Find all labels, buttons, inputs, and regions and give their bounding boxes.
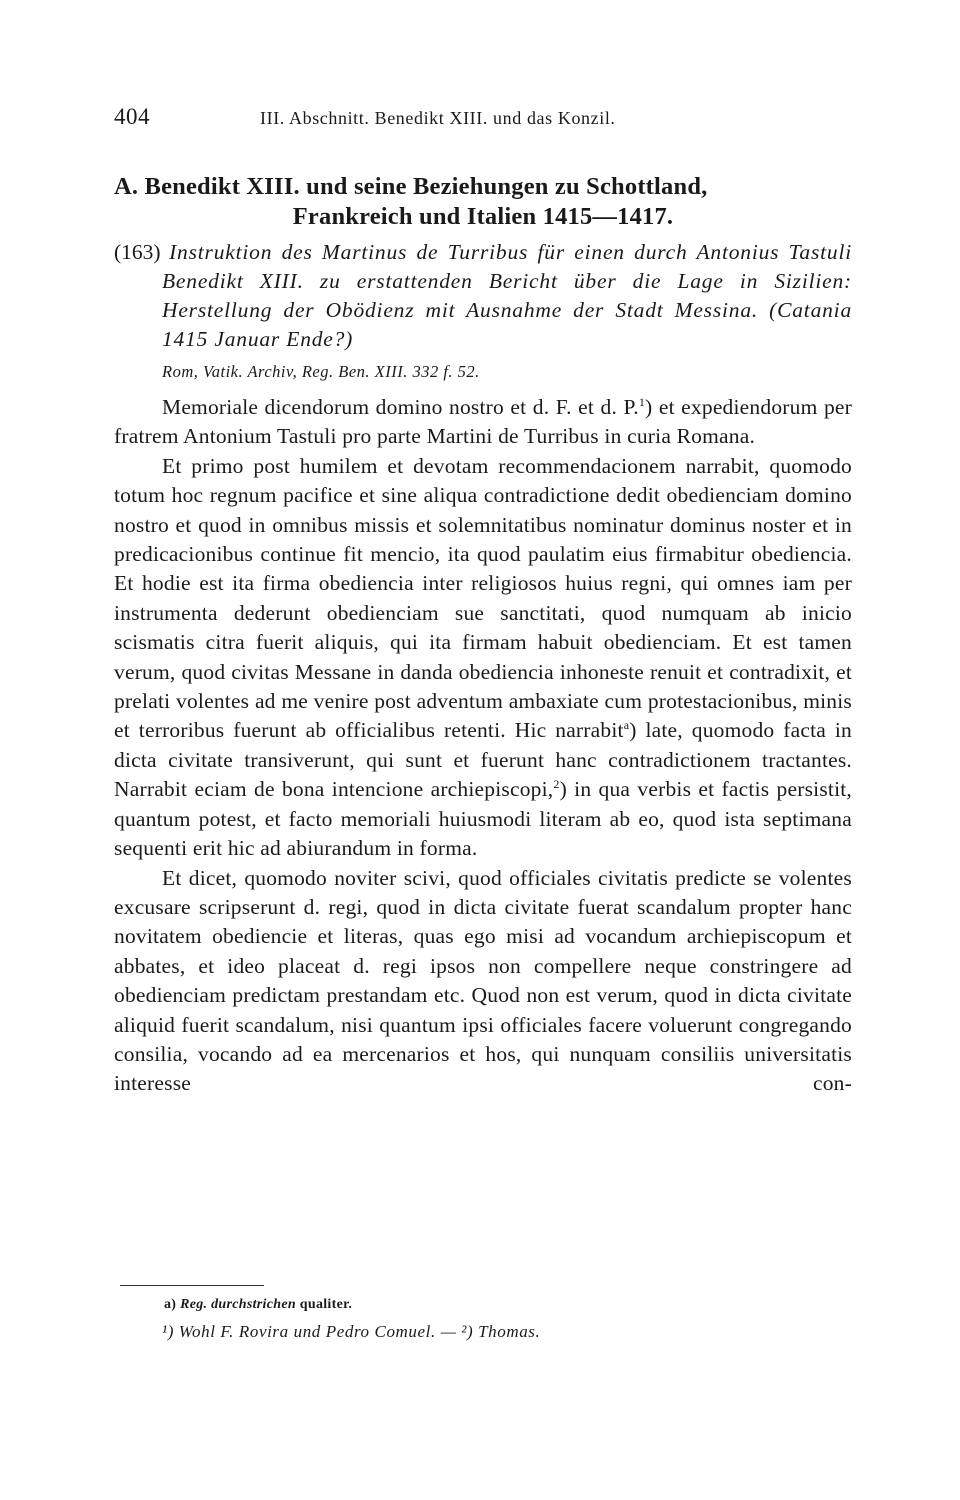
footnote-a-rest: qualiter. [299,1297,353,1312]
footnote-ref-1: 1 [638,394,646,409]
paragraph-1-text-b: ) et expediendorum per fratrem Antonium Tastuli pro parte Martini de Turribus in curia Romana. [114,395,852,449]
footnote-ref-2: 2 [553,777,560,792]
book-page [114,0,852,1500]
section-heading [114,172,852,232]
paragraph-2-text-b: ) late, quomodo facta in dicta civitate transiverunt, qui sunt et fuerunt hanc contradictionem tractantes. Narrabit eciam de bona intencione archiepiscopi, [114,718,852,802]
document-header [114,238,852,354]
footnote-a-italic: Reg. durchstrichen [180,1297,296,1312]
footnote-a-marker: a) [164,1297,177,1312]
running-title: III. Abschnitt. Benedikt XIII. und das Konzil. [260,108,616,128]
document-heading [114,238,852,354]
page-number: 404 [114,104,150,129]
paragraph-2-text-c: ) in qua verbis et factis persistit, quantum potest, et facto memoriali huiusmodi literam ab eo, quod ista septimana sequenti erit hic ad abiurandum in forma. [114,777,852,861]
paragraph-2-text-a: Et primo post humilem et devotam recommendacionem narrabit, quomodo totum hoc regnum pacifice et sine aliqua contradictione dedit obedienciam domino nostro et quod in omnibus missis et solemnitatibus nominatur dominus noster et in predicacionibus continue fit mencio, ita quod paulatim eius firmabitur obediencia. Et hodie est ita firma obediencia inter religiosos huius regni, qui omnes iam per instrumenta dederunt obedienciam sue sanctitati, quod numquam ab inicio scismatis citra fuerit aliquis, qui ita firmam habuit obedienciam. Et est tamen verum, quod civitas Messane in danda obediencia inhoneste renuit et contradixit, et prelati volentes ad me venire post adventum ambaxiate cum protestacionibus, minis et terroribus fuerunt ab officialibus retenti. Hic narrabit [114,453,852,743]
paragraph-2 [114,452,852,864]
document-title: Instruktion des Martinus de Turribus für einen durch Antonius Tastuli Benedikt XIII. zu erstattenden Bericht über die Lage in Sizilien: Herstellung der Obödienz mit Ausnahme der Stadt Messina. (Catania 1415 Januar Ende?) [162,240,852,351]
paragraph-3: Et dicet, quomodo noviter scivi, quod officiales civitatis predicte se volentes excusare scripserunt d. regi, quod in dicta civitate fuerat scandalum propter hanc novitatem obediencie et literas, quas ego misi ad vocandum archiepiscopum et abbates, et ideo placeat d. regi ipsos non compellere neque constringere ad obedienciam predictam prestandam etc. Quod non est verum, quod in dicta civitate aliquid fuerit scandalum, nisi quantum ipsi officiales facere voluerunt congregando consilia, vocando ad ea mercenarios et hos, qui nunquam consiliis universitatis interesse con- [114,865,852,1096]
archive-source: Rom, Vatik. Archiv, Reg. Ben. XIII. 332 f. 52. [162,362,480,381]
footnotes-numbered: ¹) Wohl F. Rovira und Pedro Comuel. — ²) Thomas. [162,1322,541,1341]
section-heading-line-2: Frankreich und Italien 1415—1417. [292,203,674,230]
document-body [114,393,852,1099]
section-heading-line-1: A. Benedikt XIII. und seine Beziehungen zu Schottland, [114,173,708,200]
running-head [114,104,852,134]
footnote-a [164,1297,352,1313]
document-number: (163) [114,240,161,264]
footnote-divider [120,1285,264,1286]
paragraph-1 [114,393,852,452]
paragraph-1-text-a: Memoriale dicendorum domino nostro et d. F. et d. P. [162,395,639,419]
footnote-ref-a: a [623,718,630,733]
